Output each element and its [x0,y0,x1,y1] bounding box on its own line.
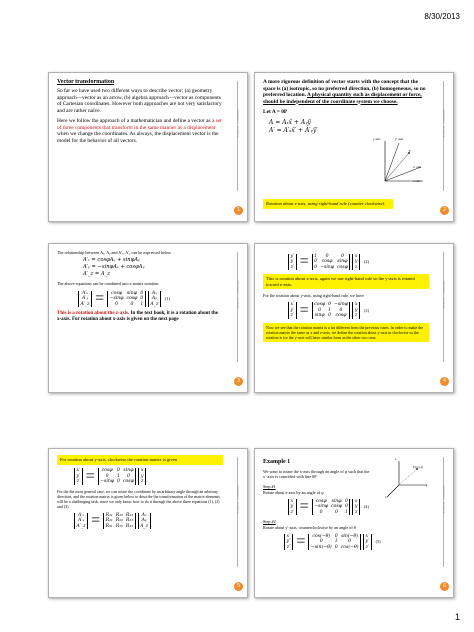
slide-6 [254,448,454,598]
step-text: Rotate about z-axis by an angle of φ [263,489,324,495]
slide-rail: 8/30/2013 · Handout [231,81,245,211]
slide-paragraph: For the rotation about y-axis, using right-hand rule, we have [263,293,364,299]
component-equation: A′_z = A_z [83,271,110,278]
slide-paragraph: The relationship between Aₓ, Aᵧ and A′ₓ, A′ᵧ can be expressed below [57,250,172,255]
slide-paragraph: For the the most general case, we can rotate the coordinate by an arbitrary angle through an arbitrary direction, and the rotation matrix is given below to describe the transformation of the matrix elements will be a challenging task, since we only know how to do it through the above three equations (1), (2) and (3). [57,488,220,509]
slide-paragraph: This is a rotation about the z-axis. In the text book, it is a rotation about the x-axis. For rotation about x-axis is given on the next page [57,310,218,322]
slide-paragraph: So far we have used two different ways to describe vector; (a) geometry approach—vector as an arrow, (b) algebra approach—vector as components of Cartesian coordinates. However both approaches are not very satisfactory and are rather naïve. [57,88,222,114]
matrix-equation: x′ y′ z′ = cosφ 0 sinφ 0 1 0 −sinφ 0 cosφ x y z [73,468,223,486]
slide-paragraph: The above equations can be combined into a matrix notation. [57,281,160,287]
step-label: Step #2 [263,519,276,525]
page-number: 1 [454,612,460,622]
slide-rail: 8/30/2013 · Handout [231,252,245,382]
matrix-equation: x′ y′ z′ = cosφ sinφ 0 −sinφ cosφ 0 0 0 1 x y z (4) [287,498,429,516]
slide-2 [254,72,454,222]
matrix-equation: y′ y′ z′ = 1 0 0 0 cosφ sinφ 0 −sinφ cosφ x y z (2) [287,253,429,271]
page-date: 8/30/2013 [424,12,460,21]
point-label: P (x,y,z) [413,465,423,469]
slide-1 [48,72,248,222]
step-label: Step #1 [263,484,276,490]
slide-number-badge: 3 [234,377,243,386]
highlighted-definition: a set of three components that transform in the same manner as a displacement [57,118,222,131]
slide-5 [48,448,248,598]
matrix-equation: A′ₓ A′ᵧ A′_z = cosφ sinφ 0 −sinφ cosφ 0 0 0 1 Aₓ Aᵧ A_z (1) [77,290,223,308]
point-label-p: P [409,149,411,153]
slide-3 [48,243,248,393]
axis-label-yprime: y′ axis [395,137,404,141]
slide-title: Example 1 [263,459,291,465]
component-equation: A′ᵧ = −sinφAₓ + cosφAᵧ [83,264,145,271]
slide-number-badge: 2 [440,206,449,215]
matrix-equation: A′ₓ A′ᵧ A′_z = R₁₁ R₁₂ R₁₃ R₂₁ R₂₂ R₂₃ R₃₁ R₃₂ R₃₃ Aₓ Aᵧ A_z [73,512,223,530]
slide-number-badge: 6 [440,582,449,591]
slide-number-badge: 1 [234,206,243,215]
slide-paragraph: We want to rotate the x-axis through an angle of φ such that the x′-axis is coincided with line 0P [263,468,370,479]
step-text: Rotate about y′-axis, counterclockwise by an angle of θ [263,524,356,530]
slide-number-badge: 5 [234,582,243,591]
component-equation: A′ₓ = cosφAₓ + sinφAᵧ [83,257,140,264]
axis-label-z: z [395,457,397,461]
slide-rail: 8/30/2013 · Handout [437,81,451,211]
slide-rail: 8/30/2013 · Handout [437,252,451,382]
axis-label-x: x [385,495,387,499]
axis-label-x: x axis [413,179,421,183]
vector-equation-rotated: A′ = A′ₓx̂′ + A′ᵧŷ′ [269,127,318,135]
highlight-note: Now we see that the rotation matrix is a lot different from the previous cases. In order to make the rotation matrix the same as x and z-axis, we define the rotation about y-axis in clockwise so the rotation is for the y-axis will have similar form as the other two case. [263,323,429,342]
figure-caption: Rotation about z-axis, using right-hand rule (counter clockwise). [263,199,393,209]
axis-label-xprime: x′ axis [413,165,422,169]
slide-paragraph: Here we follow the approach of a mathematician and define a vector as a set of three components that transform in the same manner as a displacement when we change the coordinates. As always, the displacement vector is the model for the behavior of all vectors. [57,118,222,144]
highlight-note: For rotation about y-axis, clockwise the rotation matrix is given [57,455,223,465]
axis-label-y: y axis [373,137,381,141]
slide-rail: 8/30/2013 · Handout [231,457,245,587]
highlight-note: This is rotation about x-axis, again we use right-hand rule so the y-axis is rotated toward z-axis. [263,274,429,289]
vector-equation: A = Aₓx̂ + Aᵧŷ [269,118,311,126]
let-statement: Let A = 0P [263,109,288,115]
slide-title: Vector transformation [57,79,115,85]
matrix-equation: x′ y′ z′ = cosφ 0 −sinφ 0 1 0 sinφ 0 cosφ x y z (3) [287,302,429,320]
slide-paragraph: A more rigorous definition of vector starts with the concept that the space is (a) isotropic, so no preferred direction, (b) homogeneous, so no preferred location. A physical quantity such as displacement or force, should be independent of the coordinate system we choose. [263,79,426,105]
axis-label-y: y [426,483,428,487]
slide-rail: 8/30/2013 · Handout [437,457,451,587]
slide-number-badge: 4 [440,377,449,386]
slide-4 [254,243,454,393]
matrix-equation: x″ y″ z″ = cos(−θ) 0 sin(−θ) 0 1 0 −sin(−θ) 0 cos(−θ) x′ y′ z′ (5) [283,533,429,551]
